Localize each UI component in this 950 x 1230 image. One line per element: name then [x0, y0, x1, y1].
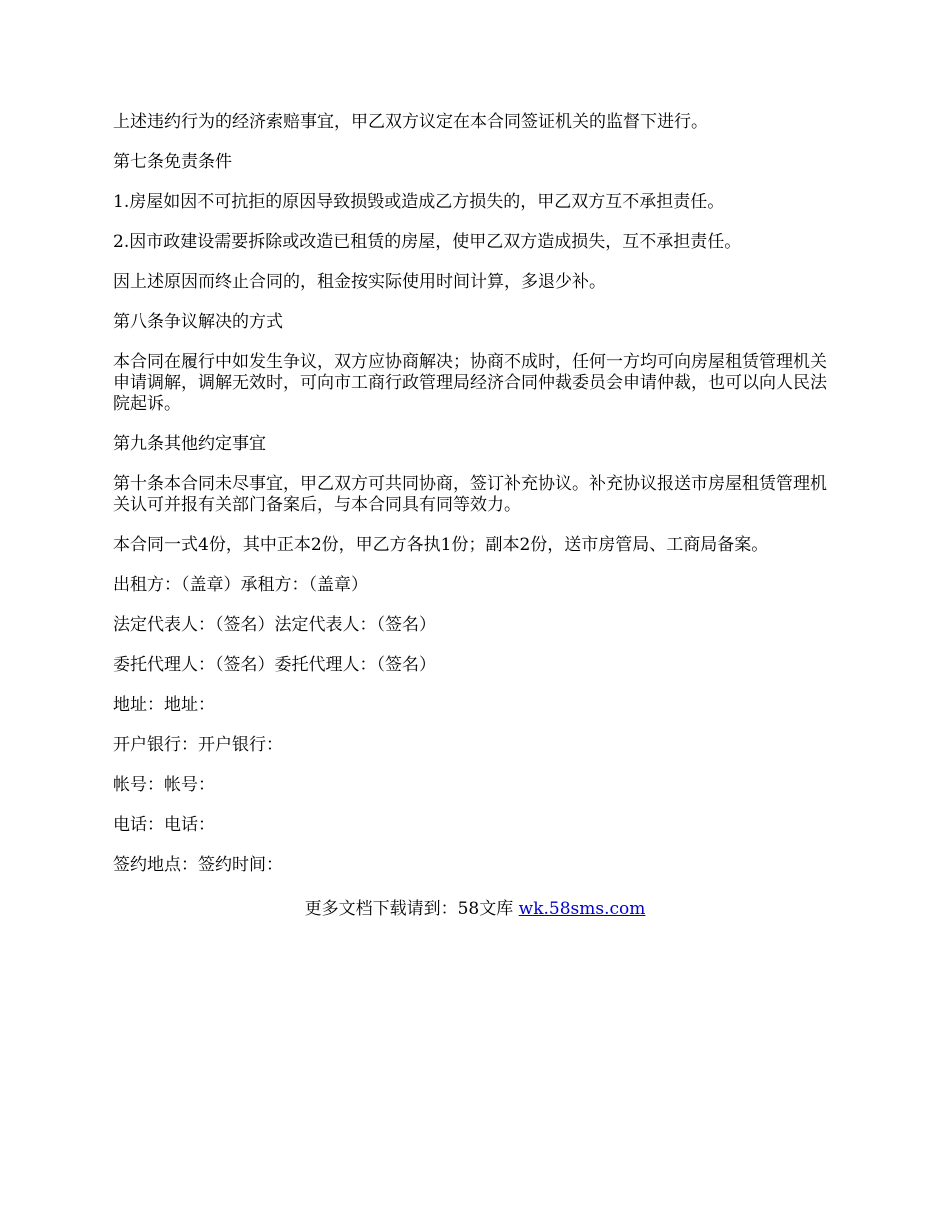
heading-article-9: 第九条其他约定事宜 [113, 434, 266, 454]
paragraph-exemption-1: 1.房屋如因不可抗拒的原因导致损毁或造成乙方损失的，甲乙双方互不承担责任。 [113, 192, 725, 212]
footer-text: 更多文档下载请到：58文库 [304, 899, 519, 919]
heading-article-7: 第七条免责条件 [113, 152, 232, 172]
document-body [113, 112, 841, 895]
footer [0, 899, 950, 920]
signature-bank: 开户银行：开户银行： [113, 735, 283, 755]
paragraph-termination-rent: 因上述原因而终止合同的，租金按实际使用时间计算，多退少补。 [113, 272, 606, 292]
heading-article-8: 第八条争议解决的方式 [113, 312, 283, 332]
paragraph-article-10: 第十条本合同未尽事宜，甲乙双方可共同协商，签订补充协议。补充协议报送市房屋租赁管理机关认可并报有关部门备案后，与本合同具有同等效力。 [113, 474, 827, 515]
signature-place-time: 签约地点：签约时间： [113, 855, 283, 875]
paragraph-dispute-resolution: 本合同在履行中如发生争议，双方应协商解决；协商不成时，任何一方均可向房屋租赁管理机关申请调解，调解无效时，可向市工商行政管理局经济合同仲裁委员会申请仲裁，也可以向人民法院起诉。 [113, 352, 827, 414]
signature-address: 地址：地址： [113, 695, 215, 715]
paragraph-copies: 本合同一式4份，其中正本2份，甲乙方各执1份；副本2份，送市房管局、工商局备案。 [113, 535, 769, 555]
footer-link[interactable]: wk.58sms.com [518, 899, 646, 919]
paragraph-claims: 上述违约行为的经济索赔事宜，甲乙双方议定在本合同签证机关的监督下进行。 [113, 112, 708, 132]
signature-parties: 出租方：（盖章）承租方：（盖章） [113, 575, 368, 595]
signature-agent: 委托代理人：（签名）委托代理人：（签名） [113, 655, 436, 675]
paragraph-exemption-2: 2.因市政建设需要拆除或改造已租赁的房屋，使甲乙双方造成损失，互不承担责任。 [113, 232, 742, 252]
signature-phone: 电话：电话： [113, 815, 215, 835]
signature-account: 帐号：帐号： [113, 775, 215, 795]
signature-legal-rep: 法定代表人：（签名）法定代表人：（签名） [113, 615, 436, 635]
